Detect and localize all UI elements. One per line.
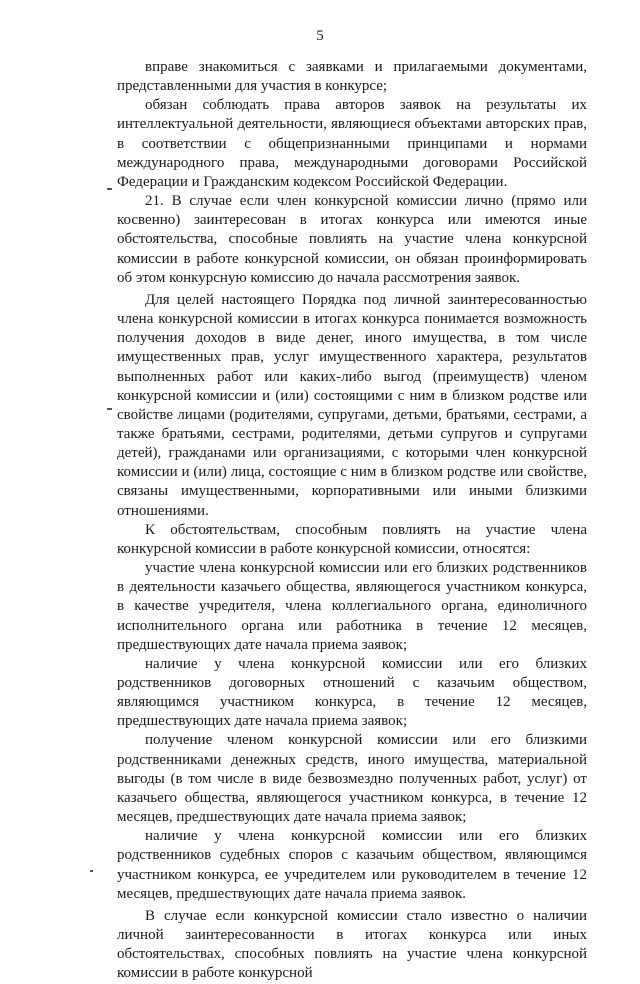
scan-mark [90, 870, 93, 872]
scan-mark [107, 408, 112, 410]
paragraph: наличие у члена конкурсной комиссии или его близких родственников договорных отношений с казачьим обществом, являющимся участником конкурса, в течение 12 месяцев, предшествующих дате начала приема заявок; [117, 655, 587, 730]
paragraph: вправе знакомиться с заявками и прилагаемыми документами, представленными для участия в конкурсе; [117, 59, 587, 95]
paragraph: К обстоятельствам, способным повлиять на участие члена конкурсной комиссии в работе конкурсной комиссии, относятся: [117, 521, 587, 557]
page-number: 5 [316, 28, 324, 44]
paragraph: получение членом конкурсной комиссии или его близкими родственниками денежных средств, иного имущества, материальной выгоды (в том числе в виде безвозмездно полученных работ, услуг) от казачьего общества, являющегося участником конкурса, в течение 12 месяцев, предшествующих дате начала приема заявок; [117, 732, 587, 826]
scan-mark [107, 188, 112, 190]
paragraph: наличие у члена конкурсной комиссии или его близких родственников судебных споров с казачьим обществом, являющимся участником конкурса, ее учредителем или руководителем в течение 12 месяцев, предшествующих дате начала приема заявок. [117, 828, 587, 902]
paragraph: Для целей настоящего Порядка под личной заинтересованностью члена конкурсной комиссии в итогах конкурса понимается возможность получения доходов в виде денег, иного имущества, в том числе имущественных прав, услуг имущественного характера, результатов выполненных работ или каких-либо выгод (преимуществ) членом конкурсной комиссии и (или) состоящими с ним в близком родстве или свойстве лицами (родителями, супругами, детьми, братьями, сестрами, а также братьями, сестрами, родителями, детьми супругов и супругами детей), гражданами или организациями, с которыми член конкурсной комиссии и (или) лица, состоящие с ним в близком родстве или свойстве, связаны имущественными, корпоративными или иными близкими отношениями. [117, 291, 587, 519]
paragraph: 21. В случае если член конкурсной комиссии лично (прямо или косвенно) заинтересован в итогах конкурса или имеются иные обстоятельства, способные повлиять на участие члена конкурсной комиссии в работе конкурсной комиссии, он обязан проинформировать об этом конкурсную комиссию до начала рассмотрения заявок. [117, 193, 587, 286]
paragraph: участие члена конкурсной комиссии или его близких родственников в деятельности казачьего общества, являющегося участником конкурса, в качестве учредителя, члена коллегиального органа, единоличного исполнительного органа или работника в течение 12 месяцев, предшествующих дате начала приема заявок; [117, 560, 587, 653]
paragraph: В случае если конкурсной комиссии стало известно о наличии личной заинтересованности в итогах конкурса или иных обстоятельствах, способных повлиять на участие члена конкурсной комиссии в работе конкурсной [117, 907, 587, 982]
paragraph: обязан соблюдать права авторов заявок на результаты их интеллектуальной деятельности, являющиеся объектами авторских прав, в соответствии с общепризнанными принципами и нормами международного права, международными договорами Российской Федерации и Гражданским кодексом Российской Федерации. [117, 97, 587, 190]
document-body [117, 58, 587, 984]
